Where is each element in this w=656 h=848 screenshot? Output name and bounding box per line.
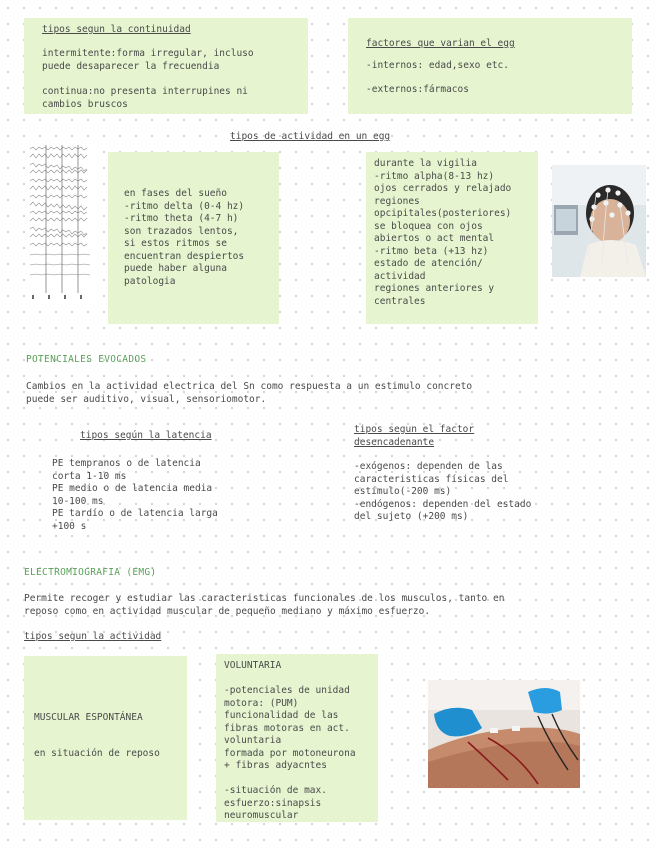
eeg-trace-svg [28,143,96,301]
activity-title: tipos de actividad en un egg [230,131,391,142]
emg-activity-title: tipos segun la actividad [24,631,162,642]
factors-internal: -internos: edad,sexo etc. [366,60,509,71]
emg-description: Permite recoger y estudiar las caracteristicas funcionales de los musculos, tanto en reposo como en actividad muscular de pequeño mediano y máximo esfuerzo. [24,593,505,617]
continuity-title: tipos segun la continuidad [42,24,191,35]
continuity-note [24,18,308,114]
voluntary-note [216,654,378,822]
trigger-factor-text: -exógenos: dependen de las caracteristicas físicas del estímulo(-200 ms) -endógenos: dependen del estado del sujeto (+200 ms) [354,461,532,522]
factors-note [348,18,632,114]
eeg-trace-image [28,143,96,301]
sleep-rhythms-text: en fases del sueño -ritmo delta (0-4 hz) -ritmo theta (4-7 h) son trazados lentos, si estos ritmos se encuentran despiertos puede haber alguna patologia [124,188,245,287]
evoked-description: Cambios en la actividad electrica del Sn como respuesta a un estimulo concreto puede ser auditivo, visual, sensoriomotor. [26,381,473,405]
eeg-cap-svg [552,165,646,277]
latency-title: tipos según la latencia [80,430,212,441]
evoked-heading: POTENCIALES EVOCADOS [26,354,147,365]
spontaneous-text: en situación de reposo [34,748,160,759]
trigger-factor-title: tipos segun el factor desencadenante [354,424,475,448]
voluntary-title: VOLUNTARIA [224,660,282,671]
spontaneous-note [24,656,187,820]
emg-svg [428,680,580,788]
awake-rhythms-note [366,152,538,324]
factors-title: factores que varian el egg [366,38,515,49]
latency-text: PE tempranos o de latencia corta 1-10 ms PE medio o de latencia media 10-100 ms PE tardío o de latencia larga +100 s [52,458,218,532]
spontaneous-title: MUSCULAR ESPONTÁNEA [34,712,143,723]
voluntary-text: -potenciales de unidad motora: (PUM) funcionalidad de las fibras motoras en act. voluntaria formada por motoneurona + fibras adyacntes -situación de max. esfuerzo:sinapsis neuromuscular [224,685,356,821]
sleep-rhythms-note [108,152,279,324]
continuity-intermittent: intermitente:forma irregular, incluso puede desaparecer la frecuendia [42,48,254,72]
factors-external: -externos:fármacos [366,84,469,95]
continuity-continuous: continua:no presenta interrupines ni cambios bruscos [42,86,248,110]
emg-heading: ELECTROMIOGRAFIA (EMG) [24,567,157,578]
awake-rhythms-text: durante la vigilia -ritmo alpha(8-13 hz) ojos cerrados y relajado regiones opcipitales(posteriores) se bloquea con ojos abiertos o act mental -ritmo beta (+13 hz) estado de atención/ actividad regiones anteriores y centrales [374,158,512,307]
eeg-cap-photo [552,165,646,277]
emg-photo [428,680,580,788]
